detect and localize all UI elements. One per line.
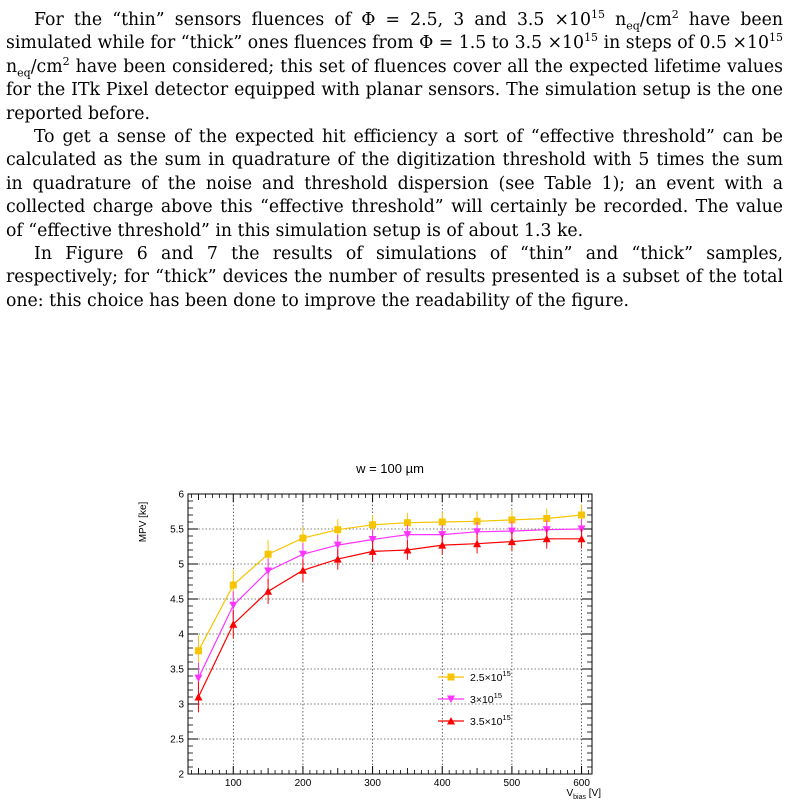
text-run: n: [605, 10, 627, 30]
legend-label-base: 3×10: [470, 694, 494, 706]
y-tick-label: 5.5: [170, 524, 184, 536]
data-point: [299, 535, 306, 542]
data-point: [265, 551, 272, 558]
series-line: [198, 539, 581, 697]
data-point: [299, 551, 307, 559]
legend-label: [470, 713, 511, 728]
legend-label-exponent: 15: [502, 713, 511, 722]
data-point: [369, 521, 376, 528]
text-run: For the “thin” sensors fluences of Φ = 2.5, 3 and 3.5 ×10: [34, 10, 591, 30]
text-run: /cm: [639, 10, 672, 30]
data-point: [194, 675, 202, 683]
y-tick-label: 4.5: [170, 594, 184, 606]
superscript: 2: [62, 55, 70, 69]
legend-label: [470, 669, 511, 684]
data-point: [230, 582, 237, 589]
paragraph-figure-description: In Figure 6 and 7 the results of simulations of “thin” and “thick” samples, respectively; for “thick” devices the number of results presented is a subset of the total one: this choice has been done to improve the readability of the figure.: [6, 244, 783, 311]
x-tick-label: 400: [433, 778, 451, 789]
text-run: n: [6, 56, 18, 77]
subscript: eq: [17, 66, 31, 80]
legend: [438, 669, 511, 728]
text-run: have been simulated while for “thick” ones fluences from Φ = 1.5 to 3.5 ×10: [6, 10, 783, 54]
superscript: 15: [591, 8, 605, 22]
x-tick-label: 300: [364, 778, 381, 789]
text-run: /cm: [30, 56, 63, 77]
data-point: [195, 647, 202, 654]
grid: [188, 494, 592, 774]
x-axis-label-main: V: [566, 788, 574, 799]
y-tick-label: 5: [178, 559, 184, 571]
x-tick-label: 100: [224, 778, 242, 789]
text-run: have been considered; this set of fluences cover all the expected lifetime values for the ITk Pixel detector equipped with planar sensors. The simulation setup is the one reported before.: [6, 56, 783, 124]
data-point: [194, 693, 202, 701]
data-point: [439, 519, 446, 526]
x-tick-label: 500: [503, 778, 521, 789]
y-tick-label: 6: [178, 489, 184, 501]
legend-label-exponent: 15: [493, 691, 502, 700]
axes: [170, 490, 592, 790]
legend-label-base: 2.5×10: [470, 672, 503, 684]
x-tick-label: 200: [294, 778, 312, 789]
y-tick-label: 3: [178, 699, 184, 711]
x-axis-label-sub: bias: [573, 794, 586, 801]
y-tick-label: 2: [178, 769, 184, 781]
chart-title: w = 100 µm: [356, 461, 424, 476]
data-point: [334, 526, 341, 533]
series-group: [194, 519, 585, 693]
text-run: in steps of 0.5 ×10: [598, 33, 769, 54]
legend-label-base: 3.5×10: [470, 716, 503, 728]
x-axis-label: [566, 788, 601, 801]
subscript: eq: [626, 19, 640, 33]
y-tick-label: 4: [178, 629, 184, 641]
data-point: [299, 566, 307, 574]
data-point: [578, 512, 585, 519]
superscript: 2: [671, 8, 679, 22]
paragraph-fluences: [6, 0, 783, 126]
x-axis-label-unit: [V]: [585, 788, 601, 799]
paragraph-effective-threshold: To get a sense of the expected hit efficiency a sort of “effective threshold” can be calculated as the sum in quadrature of the digitization threshold with 5 times the sum in quadrature of the noise and threshold dispersion (see Table 1); an event with a collected charge above this “effective threshold” will certainly be recorded. The value of “effective threshold” in this simulation setup is of about 1.3 ke.: [6, 127, 783, 241]
superscript: 15: [584, 31, 599, 45]
series-group: [194, 529, 585, 712]
data-point: [229, 602, 237, 610]
superscript: 15: [768, 31, 783, 45]
y-tick-label: 2.5: [170, 734, 184, 746]
data-point: [264, 587, 272, 595]
legend-marker: [448, 674, 455, 681]
paper-page: [6, 0, 783, 313]
series-layer: [194, 505, 585, 713]
y-axis-label: MPV [ke]: [138, 501, 149, 543]
y-tick-label: 3.5: [170, 664, 184, 676]
x-tick-label: 600: [573, 778, 590, 789]
legend-label-exponent: 15: [502, 669, 511, 678]
mpv-vs-vbias-chart: [132, 452, 602, 802]
